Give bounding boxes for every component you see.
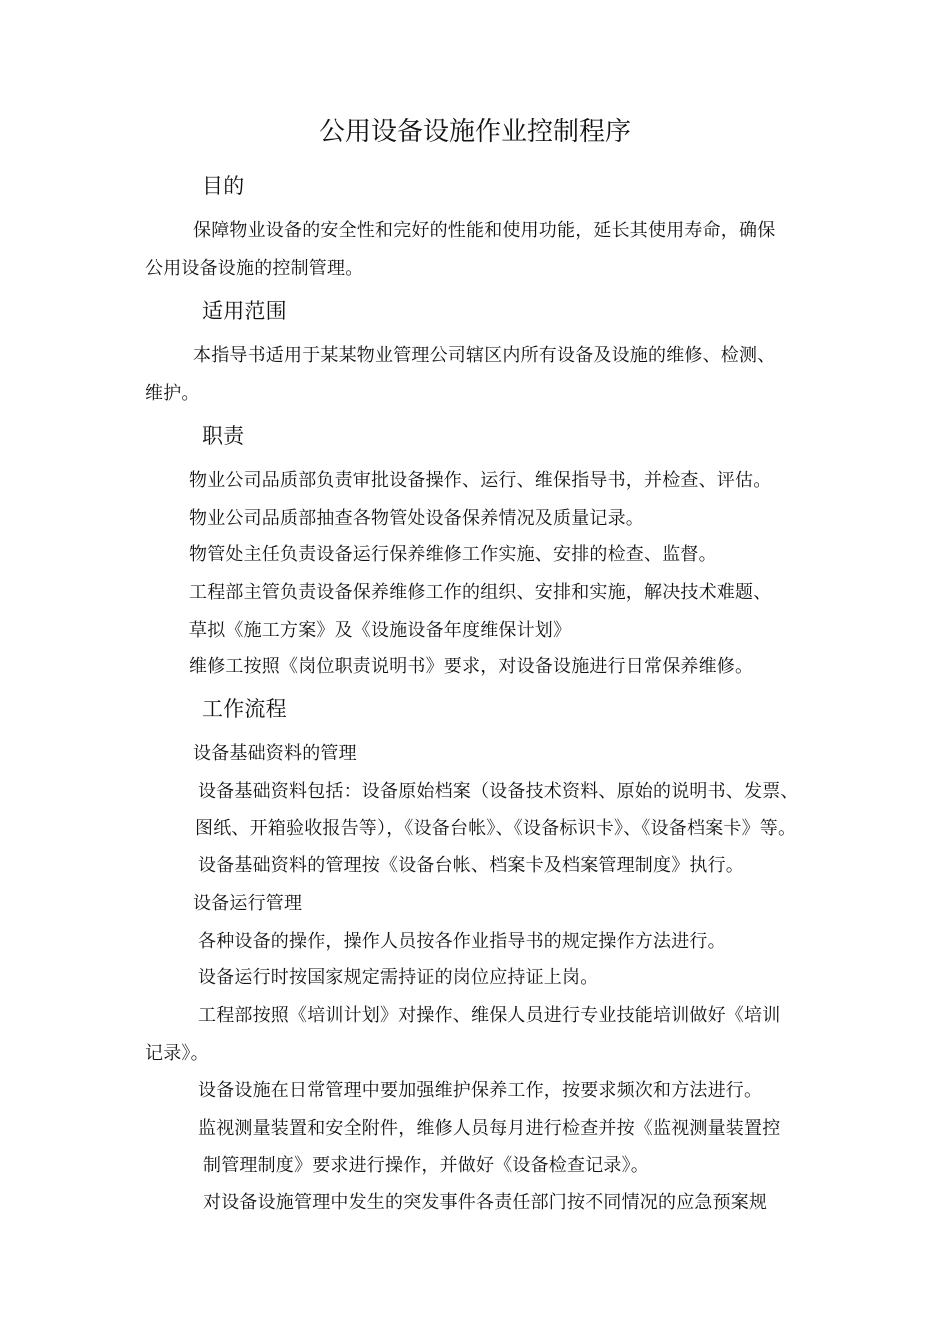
scope-line-2: 维护。 (145, 383, 200, 404)
duty-line-6: 维修工按照《岗位职责说明书》要求，对设备设施进行日常保养维修。 (189, 656, 754, 677)
basic-data-line-1: 设备基础资料包括：设备原始档案（设备技术资料、原始的说明书、发票、 (198, 781, 799, 802)
duty-line-2: 物业公司品质部抽查各物管处设备保养情况及质量记录。 (189, 508, 644, 529)
operation-line-7: 制管理制度》要求进行操作，并做好《设备检查记录》。 (203, 1155, 649, 1176)
subheading-basic-data: 设备基础资料的管理 (193, 743, 357, 764)
operation-line-5: 设备设施在日常管理中要加强维护保养工作，按要求频次和方法进行。 (198, 1080, 763, 1101)
section-heading-duties: 职责 (202, 424, 245, 448)
operation-line-1: 各种设备的操作，操作人员按各作业指导书的规定操作方法进行。 (198, 931, 726, 952)
operation-line-3: 工程部按照《培训计划》对操作、维保人员进行专业技能培训做好《培训 (198, 1005, 781, 1026)
duty-line-1: 物业公司品质部负责审批设备操作、运行、维保指导书，并检查、评估。 (189, 470, 772, 491)
purpose-line-2: 公用设备设施的控制管理。 (145, 258, 364, 279)
operation-line-4: 记录》。 (145, 1043, 209, 1064)
operation-line-2: 设备运行时按国家规定需持证的岗位应持证上岗。 (198, 967, 599, 988)
basic-data-line-2: 图纸、开箱验收报告等），《设备台帐》、《设备标识卡》、《设备档案卡》等。 (195, 818, 797, 839)
operation-line-8: 对设备设施管理中发生的突发事件各责任部门按不同情况的应急预案规 (203, 1192, 768, 1213)
purpose-line-1: 保障物业设备的安全性和完好的性能和使用功能，延长其使用寿命，确保 (193, 220, 776, 241)
operation-line-6: 监视测量装置和安全附件，维修人员每月进行检查并按《监视测量装置控 (198, 1118, 781, 1139)
subheading-operation: 设备运行管理 (193, 893, 303, 914)
section-heading-purpose: 目的 (202, 174, 245, 198)
section-heading-scope: 适用范围 (202, 299, 287, 323)
duty-line-5: 草拟《施工方案》及《设施设备年度维保计划》 (189, 620, 572, 641)
scope-line-1: 本指导书适用于某某物业管理公司辖区内所有设备及设施的维修、检测、 (193, 345, 776, 366)
document-title: 公用设备设施作业控制程序 (318, 117, 631, 147)
duty-line-3: 物管处主任负责设备运行保养维修工作实施、安排的检查、监督。 (189, 544, 717, 565)
duty-line-4: 工程部主管负责设备保养维修工作的组织、安排和实施，解决技术难题、 (189, 582, 772, 603)
basic-data-line-3: 设备基础资料的管理按《设备台帐、档案卡及档案管理制度》执行。 (198, 855, 744, 876)
section-heading-workflow: 工作流程 (202, 697, 287, 721)
